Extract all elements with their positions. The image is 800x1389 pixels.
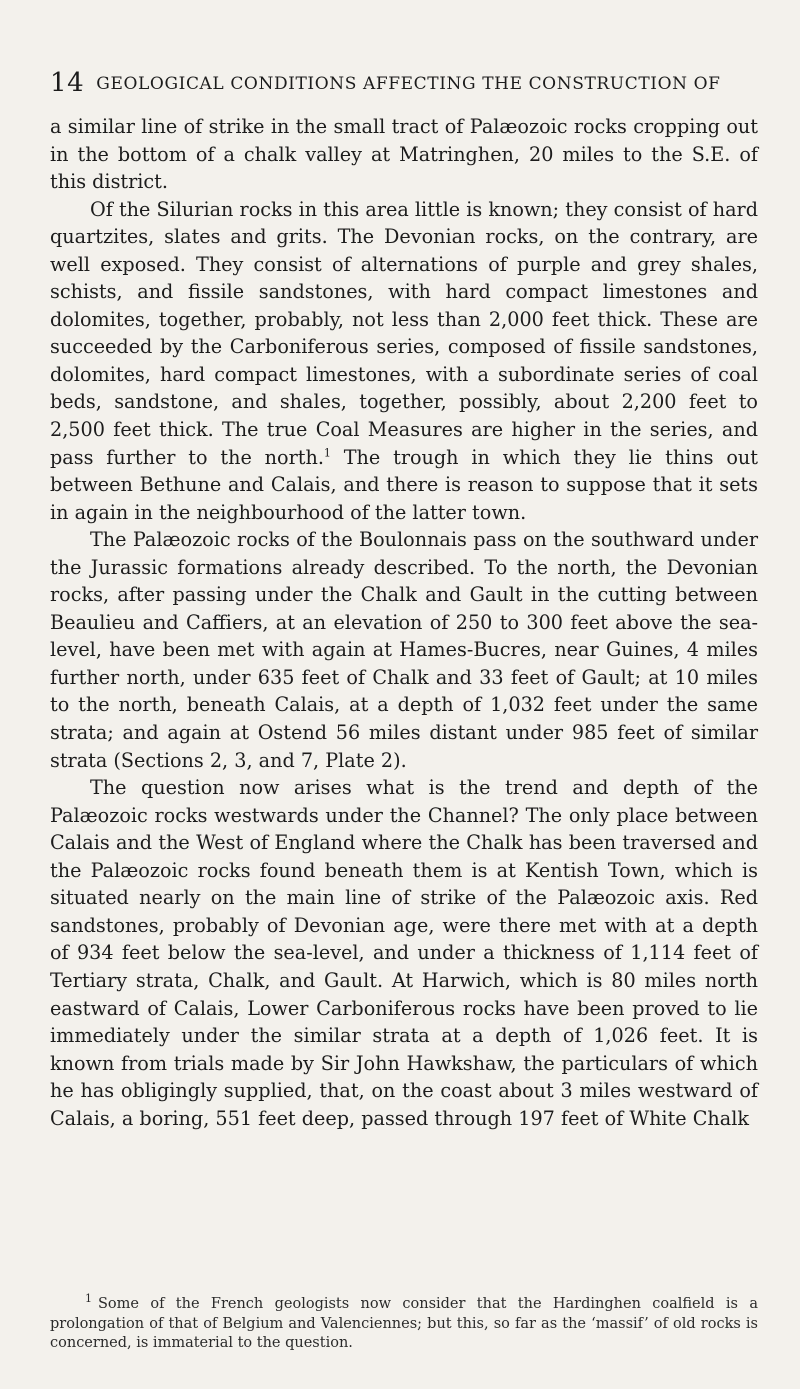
page-number: 14: [50, 68, 85, 98]
footnote-reference[interactable]: 1: [323, 446, 331, 460]
body-text: [50, 113, 758, 1132]
paragraph-1: a similar line of strike in the small tract of Palæozoic rocks cropping out in the bottom of a chalk valley at Matringhen, 20 miles to the S.E. of this district.: [50, 115, 758, 194]
paragraph-2: Of the Silurian rocks in this area little is known; they consist of hard quartzites, slates and grits. The Devonian rocks, on the contrary, are well exposed. They consist of alternations of purple and grey shales, schists, and fissile sandstones, with hard compact limestones and dolomites, together, probably, not less than 2,000 feet thick. These are succeeded by the Carboniferous series, composed of fissile sandstones, dolomites, hard compact limestones, with a subordinate series of coal beds, sandstone, and shales, together, possibly, about 2,200 feet to 2,500 feet thick. The true Coal Measures are higher in the series, and pass further to the north.$^1$ The trough in which they lie thins out between Bethune and Calais, and there is reason to suppose that it sets in again in the neighbourhood of the latter town.: [50, 197, 758, 524]
footnote-1: [50, 1292, 758, 1354]
footnote-text: Some of the French geologists now consider that the Hardinghen coalfield is a prolongation of that of Belgium and Valenciennes; but this, so far as the ‘massif’ of old rocks is concerned, is immaterial to the question.: [50, 1296, 758, 1351]
paragraph-3: The Palæozoic rocks of the Boulonnais pass on the southward under the Jurassic formations already described. To the north, the Devonian rocks, after passing under the Chalk and Gault in the cutting between Beaulieu and Caffiers, at an elevation of 250 to 300 feet above the sea-level, have been met with again at Hames-Bucres, near Guines, 4 miles further north, under 635 feet of Chalk and 33 feet of Gault; at 10 miles to the north, beneath Calais, at a depth of 1,032 feet under the same strata; and again at Ostend 56 miles distant under 985 feet of similar strata (Sections 2, 3, and 7, Plate 2).: [50, 528, 758, 772]
running-header: [50, 70, 750, 97]
running-title: GEOLOGICAL CONDITIONS AFFECTING THE CONSTRUCTION OF: [96, 74, 721, 94]
footnote-mark: 1: [85, 1292, 92, 1306]
footnotes: [50, 1292, 758, 1354]
paragraph-4: The question now arises what is the trend and depth of the Palæozoic rocks westwards under the Channel? The only place between Calais and the West of England where the Chalk has been traversed and the Palæozoic rocks found beneath them is at Kentish Town, which is situated nearly on the main line of strike of the Palæozoic axis. Red sandstones, probably of Devonian age, were there met with at a depth of 934 feet below the sea-level, and under a thickness of 1,114 feet of Tertiary strata, Chalk, and Gault. At Harwich, which is 80 miles north eastward of Calais, Lower Carboniferous rocks have been proved to lie immediately under the similar strata at a depth of 1,026 feet. It is known from trials made by Sir John Hawkshaw, the particulars of which he has obligingly supplied, that, on the coast about 3 miles westward of Calais, a boring, 551 feet deep, passed through 197 feet of White Chalk: [50, 776, 758, 1130]
